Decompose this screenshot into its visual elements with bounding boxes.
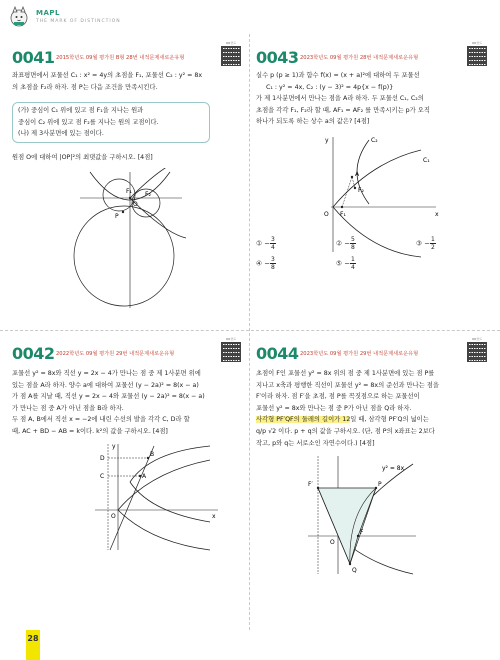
problem-line: 포물선 y² = 8x와 직선 y = 2x − 4가 만나는 점 중 제 1사분면 위에 [12, 370, 201, 377]
qr-code[interactable] [220, 41, 242, 69]
condition-line: (가) 중심이 C₁ 위에 있고 점 F₁을 지나는 원과 [18, 107, 144, 114]
label-A: A [142, 473, 147, 480]
choice-1[interactable]: ① − $\frac{3}{4}$ [256, 236, 275, 251]
label-F2: F₂ [145, 191, 151, 198]
brand-tagline: THE MARK OF DISTINCTION [36, 19, 121, 24]
choice-5[interactable]: ⑤ − $\frac{1}{4}$ [336, 256, 355, 271]
condition-line: (나) 제 3사분면에 있는 점이다. [18, 130, 104, 138]
choice-4[interactable]: ④ − $\frac{3}{8}$ [256, 256, 275, 271]
mascot-logo-icon [8, 6, 30, 28]
label-y: y [325, 137, 329, 144]
label-B: B [150, 451, 155, 458]
choice-2[interactable]: ② − $\frac{5}{8}$ [336, 236, 355, 251]
label-O: O [111, 513, 116, 520]
condition-box [12, 102, 210, 143]
problem-0042 [12, 337, 244, 624]
problem-line: 가 만나는 점 중 A가 아닌 점을 B라 하자. [12, 404, 124, 412]
qr-code-icon [467, 342, 487, 362]
problem-number: 0041 [12, 48, 55, 67]
answer-choices [256, 236, 488, 276]
label-x: x [212, 513, 216, 520]
label-x: x [435, 211, 439, 218]
problem-line: 포물선 y² = 8x와 만나는 점 중 P가 아닌 점을 Q라 하자. [256, 404, 412, 412]
problem-source: 2023학년도 09월 평가원 29번 내적문제새로운유형 [300, 351, 419, 357]
figure-0044 [298, 454, 418, 576]
problem-text [12, 70, 202, 93]
problem-number: 0044 [256, 344, 299, 363]
label-F1: F₁ [126, 188, 132, 195]
figure-0042 [90, 442, 220, 552]
problem-0041 [12, 41, 244, 328]
qr-code-icon [221, 342, 241, 362]
label-O: O [324, 211, 329, 218]
problem-line: q/p √2 이다. p + q의 값을 구하시오. (단, 점 P의 x좌표는 2보다 [256, 427, 435, 435]
problem-line: 때, AC + BD − AB = k이다. k²의 값을 구하시오. [4점] [12, 427, 168, 435]
problem-source: 2022학년도 09월 평가원 29번 내적문제새로운유형 [56, 351, 175, 357]
label-curve: y² = 8x [382, 465, 405, 472]
problem-line: 실수 p (p ≥ 1)과 함수 f(x) = (x + a)²에 대하여 두 포물선 [256, 72, 420, 79]
problem-number: 0043 [256, 48, 299, 67]
problem-line: 작고, p와 q는 서로소인 자연수이다.) [4점] [256, 439, 375, 447]
problem-number: 0042 [12, 344, 55, 363]
problem-line: 지나고 x축과 평행한 직선이 포물선 y² = 8x의 준선과 만나는 점을 [256, 381, 439, 389]
qr-code[interactable] [466, 41, 488, 69]
label-F: F [360, 529, 364, 536]
problem-line: 의 초점을 F₂라 하자. 점 P는 다음 조건을 만족시킨다. [12, 83, 158, 91]
problem-text [256, 70, 430, 128]
problem-text [12, 368, 205, 438]
column-divider [249, 34, 250, 630]
problem-line: 하나가 되도록 하는 상수 a의 값은? [4점] [256, 118, 370, 126]
question-text [12, 152, 153, 164]
label-F2: F₂ [358, 187, 364, 194]
problem-0044 [256, 337, 488, 624]
qr-code-icon [467, 46, 487, 66]
qr-code[interactable] [466, 337, 488, 365]
label-A: A [355, 171, 360, 178]
label-F1: F₁ [340, 211, 346, 218]
page-header [0, 0, 500, 34]
problem-source: 2023학년도 09월 평가원 28번 내적문제새로운유형 [300, 55, 419, 61]
label-D: D [100, 455, 105, 462]
problem-0043 [256, 41, 488, 328]
figure-0041 [70, 168, 190, 313]
problem-source: 2015학년도 09월 평가원 B형 28번 내적문제새로운유형 [56, 55, 185, 61]
label-Q: Q [352, 567, 357, 574]
condition-line: 중심이 C₂ 위에 있고 점 F₂를 지나는 원의 교점이다. [18, 118, 159, 126]
problem-line: 초점을 각각 F₁, F₂라 할 때, AF₁ = AF₂ 를 만족시키는 p가 오직 [256, 106, 430, 114]
label-P: P [378, 481, 382, 488]
question-line: 원점 O에 대하여 |OP|²의 최댓값을 구하시오. [4점] [12, 154, 153, 161]
problem-line: C₁ : y² = 4x, C₂ : (y − 3)² = 4p{x − f(p)} [266, 83, 394, 91]
qr-label: QR코드 [225, 41, 237, 45]
choice-3[interactable]: ③ − $\frac{1}{2}$ [416, 236, 435, 251]
problem-text [256, 368, 439, 449]
qr-code[interactable] [220, 337, 242, 365]
problem-line: 가 점 A를 지날 때, 직선 y = 2x − 4와 포물선 (y − 2a)² = 8(x − a) [12, 393, 205, 401]
problem-line: 사각형 PF′QF의 둘레의 길이가 12일 때, 삼각형 PF′Q의 넓이는 [256, 416, 429, 424]
label-C1: C₁ [423, 157, 430, 164]
label-P: P [115, 213, 119, 220]
problem-line: 초점이 F인 포물선 y² = 8x 위의 점 중 제 1사분면에 있는 점 P를 [256, 370, 435, 377]
problem-line: 좌표평면에서 포물선 C₁ : x² = 4y의 초점을 F₁, 포물선 C₂ : y² = 8x [12, 72, 203, 79]
problem-line: 있는 점을 A라 하자. 양수 a에 대하여 포물선 (y − 2a)² = 8(x − a) [12, 381, 199, 389]
label-O: O [330, 539, 335, 546]
label-y: y [112, 443, 116, 450]
problem-line: 두 점 A, B에서 직선 x = −2에 내린 수선의 발을 각각 C, D라 할 [12, 416, 190, 424]
qr-label: QR코드 [471, 41, 483, 45]
label-O: O [133, 201, 138, 208]
problem-line: F′이라 하자. 점 F′을 초점, 점 P를 꼭짓점으로 하는 포물선이 [256, 393, 420, 401]
qr-label: QR코드 [225, 337, 237, 341]
qr-label: QR코드 [471, 337, 483, 341]
page-number: 28 [27, 634, 39, 643]
label-C: C [100, 473, 105, 480]
label-C2: C₂ [371, 137, 378, 144]
qr-code-icon [221, 46, 241, 66]
label-F-prime: F′ [308, 481, 313, 488]
row-divider [0, 330, 500, 331]
page-number-tab [26, 630, 40, 660]
brand-name: MAPL [36, 9, 60, 17]
problem-line: 가 제 1사분면에서 만나는 점을 A라 하자. 두 포물선 C₁, C₂의 [256, 95, 424, 103]
